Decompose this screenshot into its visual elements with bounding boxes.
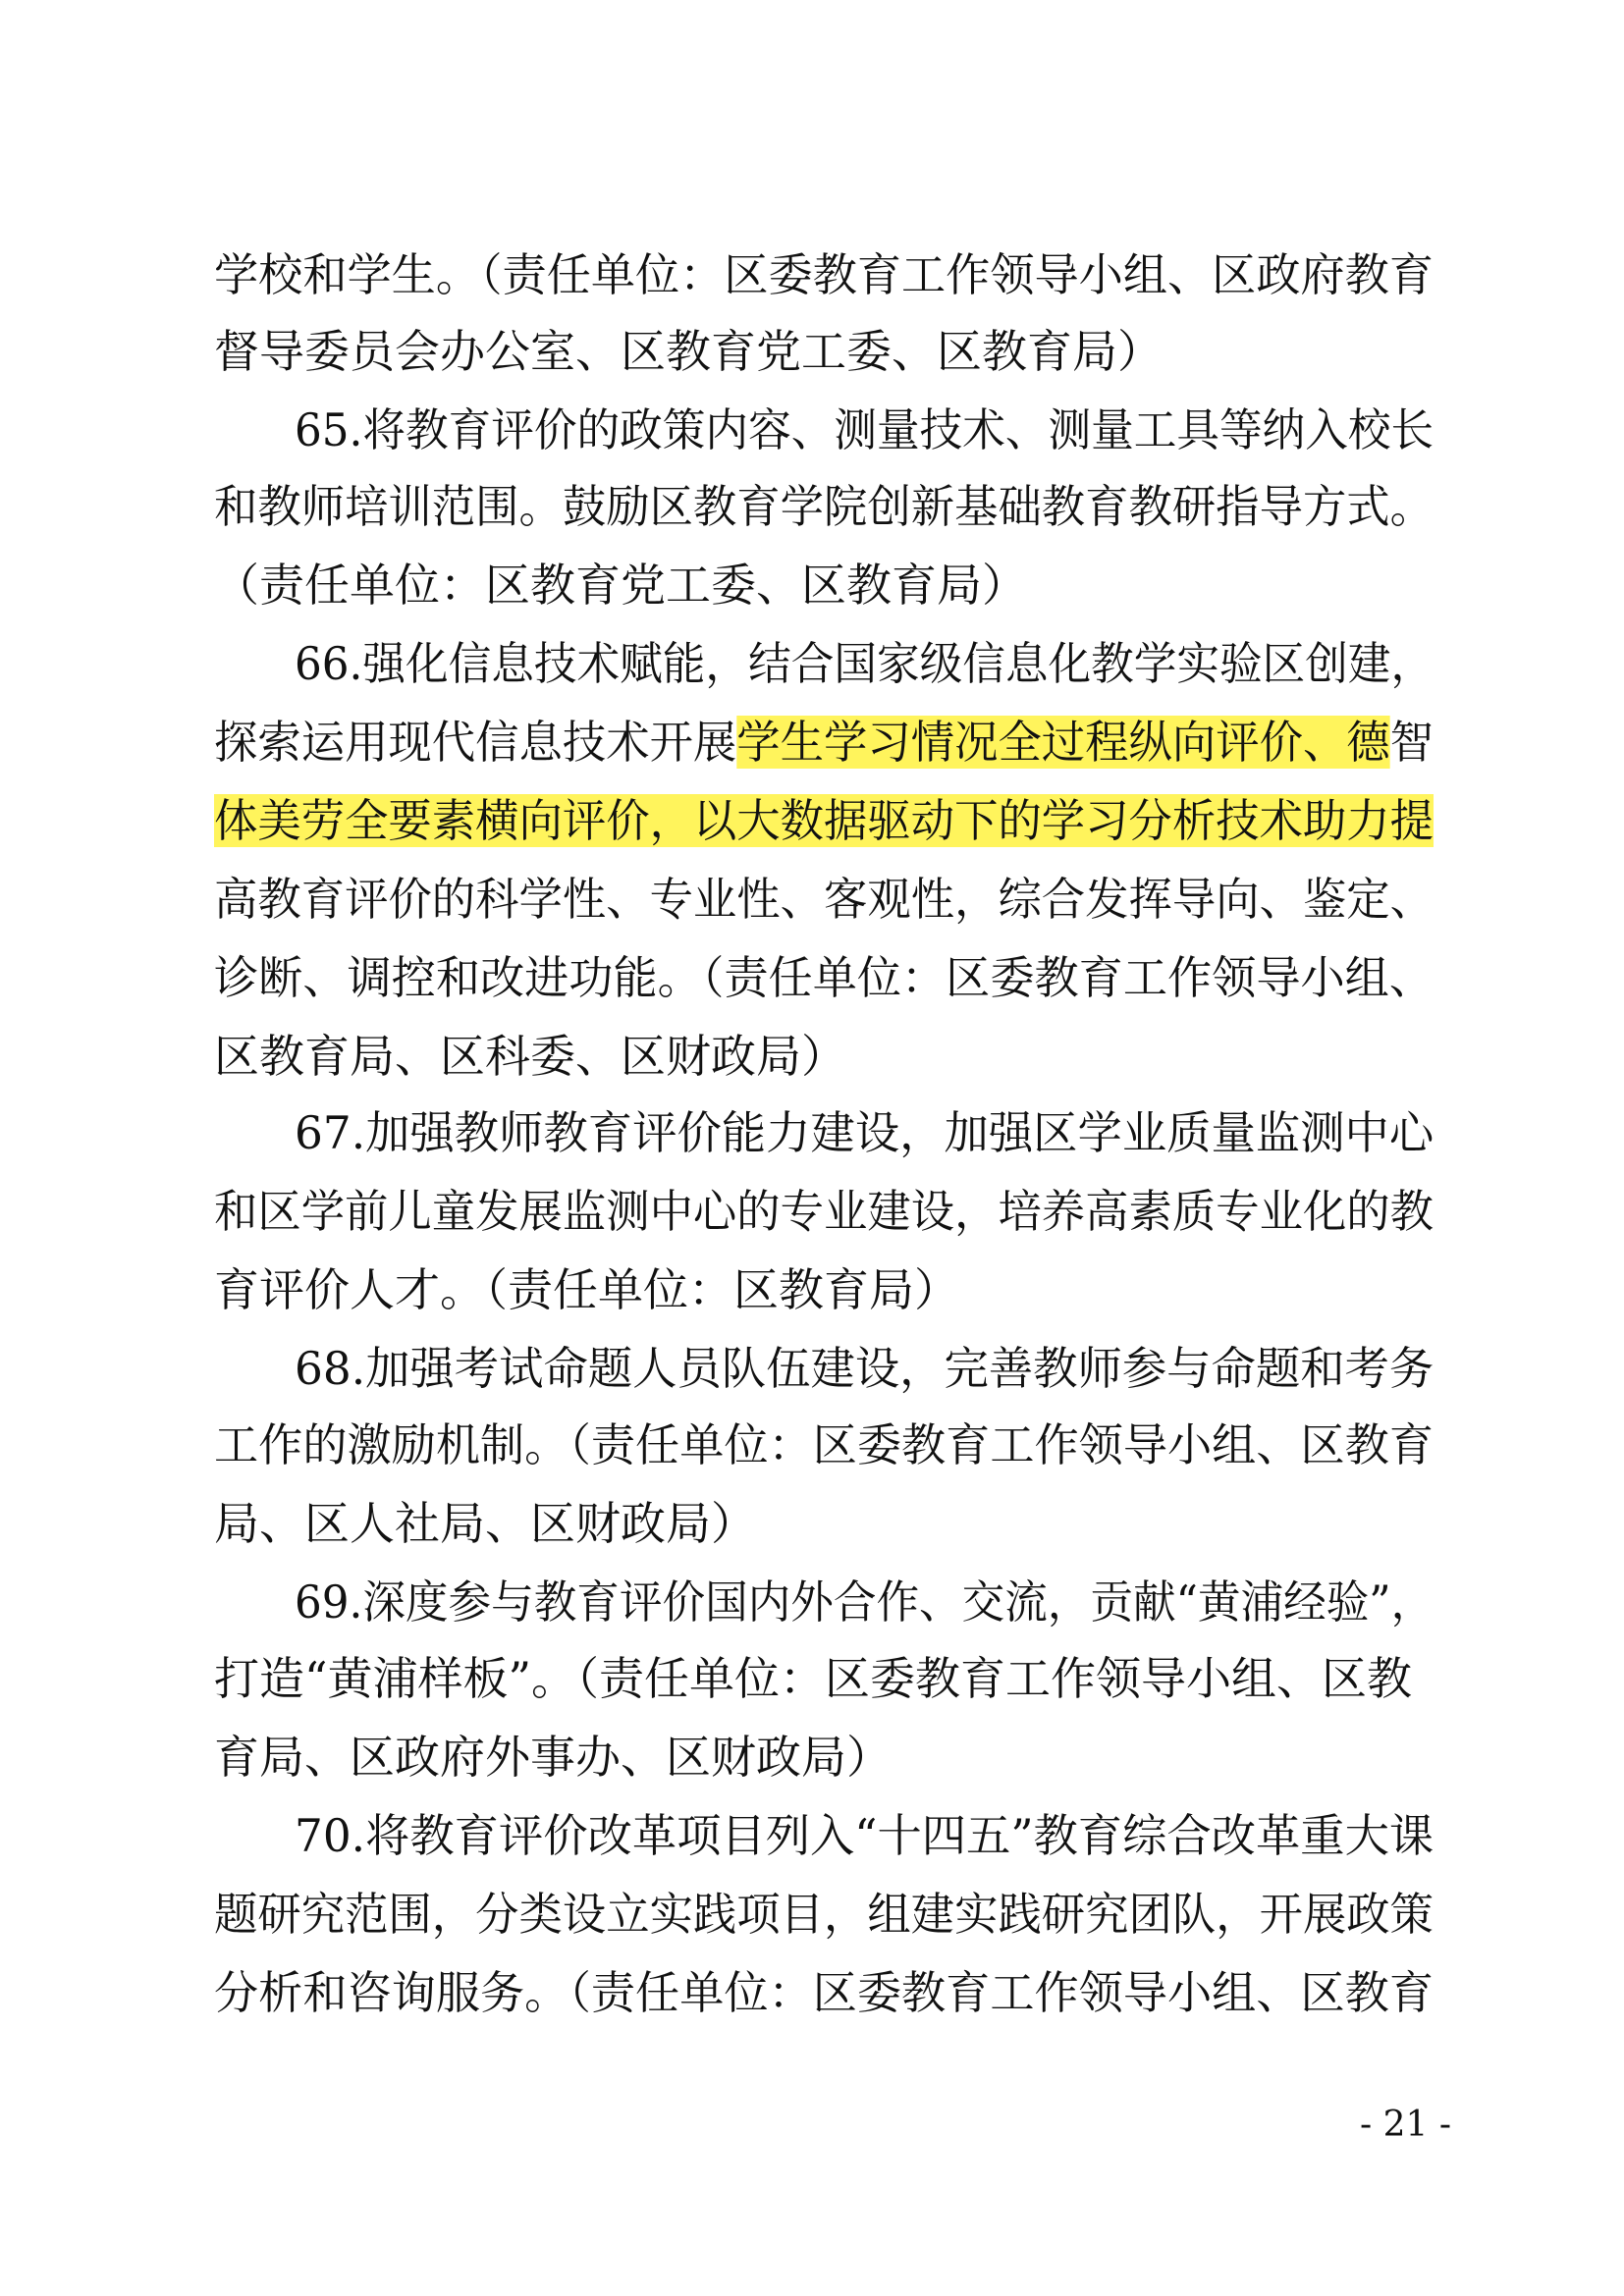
text-line: 68.加强考试命题人员队伍建设，完善教师参与命题和考务 [295,1342,1435,1395]
text-line: 育局、区政府外事办、区财政局） [214,1731,892,1784]
text-line: 育评价人才。（责任单位：区教育局） [214,1263,959,1316]
text-line: 66.强化信息技术赋能，结合国家级信息化教学实验区创建， [295,637,1435,690]
text-line: 探索运用现代信息技术开展学生学习情况全过程纵向评价、德智 [214,716,1435,769]
text-line: 和区学前儿童发展监测中心的专业建设，培养高素质专业化的教 [214,1185,1435,1238]
text-line: 工作的激励机制。（责任单位：区委教育工作领导小组、区教育 [214,1418,1434,1471]
text-line: 67.加强教师教育评价能力建设，加强区学业质量监测中心 [295,1106,1435,1159]
text-line: 题研究范围，分类设立实践项目，组建实践研究团队，开展政策 [214,1888,1435,1941]
highlighted-text: 学生学习情况全过程纵向评价、德 [736,716,1390,769]
text-line: 分析和咨询服务。（责任单位：区委教育工作领导小组、区教育 [214,1966,1434,2019]
text-line: 局、区人社局、区财政局） [214,1497,756,1550]
text-line: 学校和学生。（责任单位：区委教育工作领导小组、区政府教育 [214,248,1434,301]
highlighted-text: 体美劳全要素横向评价，以大数据驱动下的学习分析技术助力提 [214,794,1435,847]
text-line: （责任单位：区教育党工委、区教育局） [214,559,1027,612]
text-line: 70.将教育评价改革项目列入“十四五”教育综合改革重大课 [295,1809,1435,1862]
text-line: 打造“黄浦样板”。（责任单位：区委教育工作领导小组、区教 [214,1652,1413,1705]
page-number: - 21 - [1360,2105,1452,2145]
text-line: 和教师培训范围。鼓励区教育学院创新基础教育教研指导方式。 [214,480,1435,533]
text-line: 69.深度参与教育评价国内外合作、交流，贡献“黄浦经验”， [295,1575,1435,1629]
text-line: 高教育评价的科学性、专业性、客观性，综合发挥导向、鉴定、 [214,873,1435,926]
text-line [214,781,1434,860]
text-line: 诊断、调控和改进功能。（责任单位：区委教育工作领导小组、 [214,951,1434,1004]
text-line: 督导委员会办公室、区教育党工委、区教育局） [214,325,1163,378]
text-line: 65.将教育评价的政策内容、测量技术、测量工具等纳入校长 [295,403,1435,456]
text-line: 区教育局、区科委、区财政局） [214,1030,846,1083]
